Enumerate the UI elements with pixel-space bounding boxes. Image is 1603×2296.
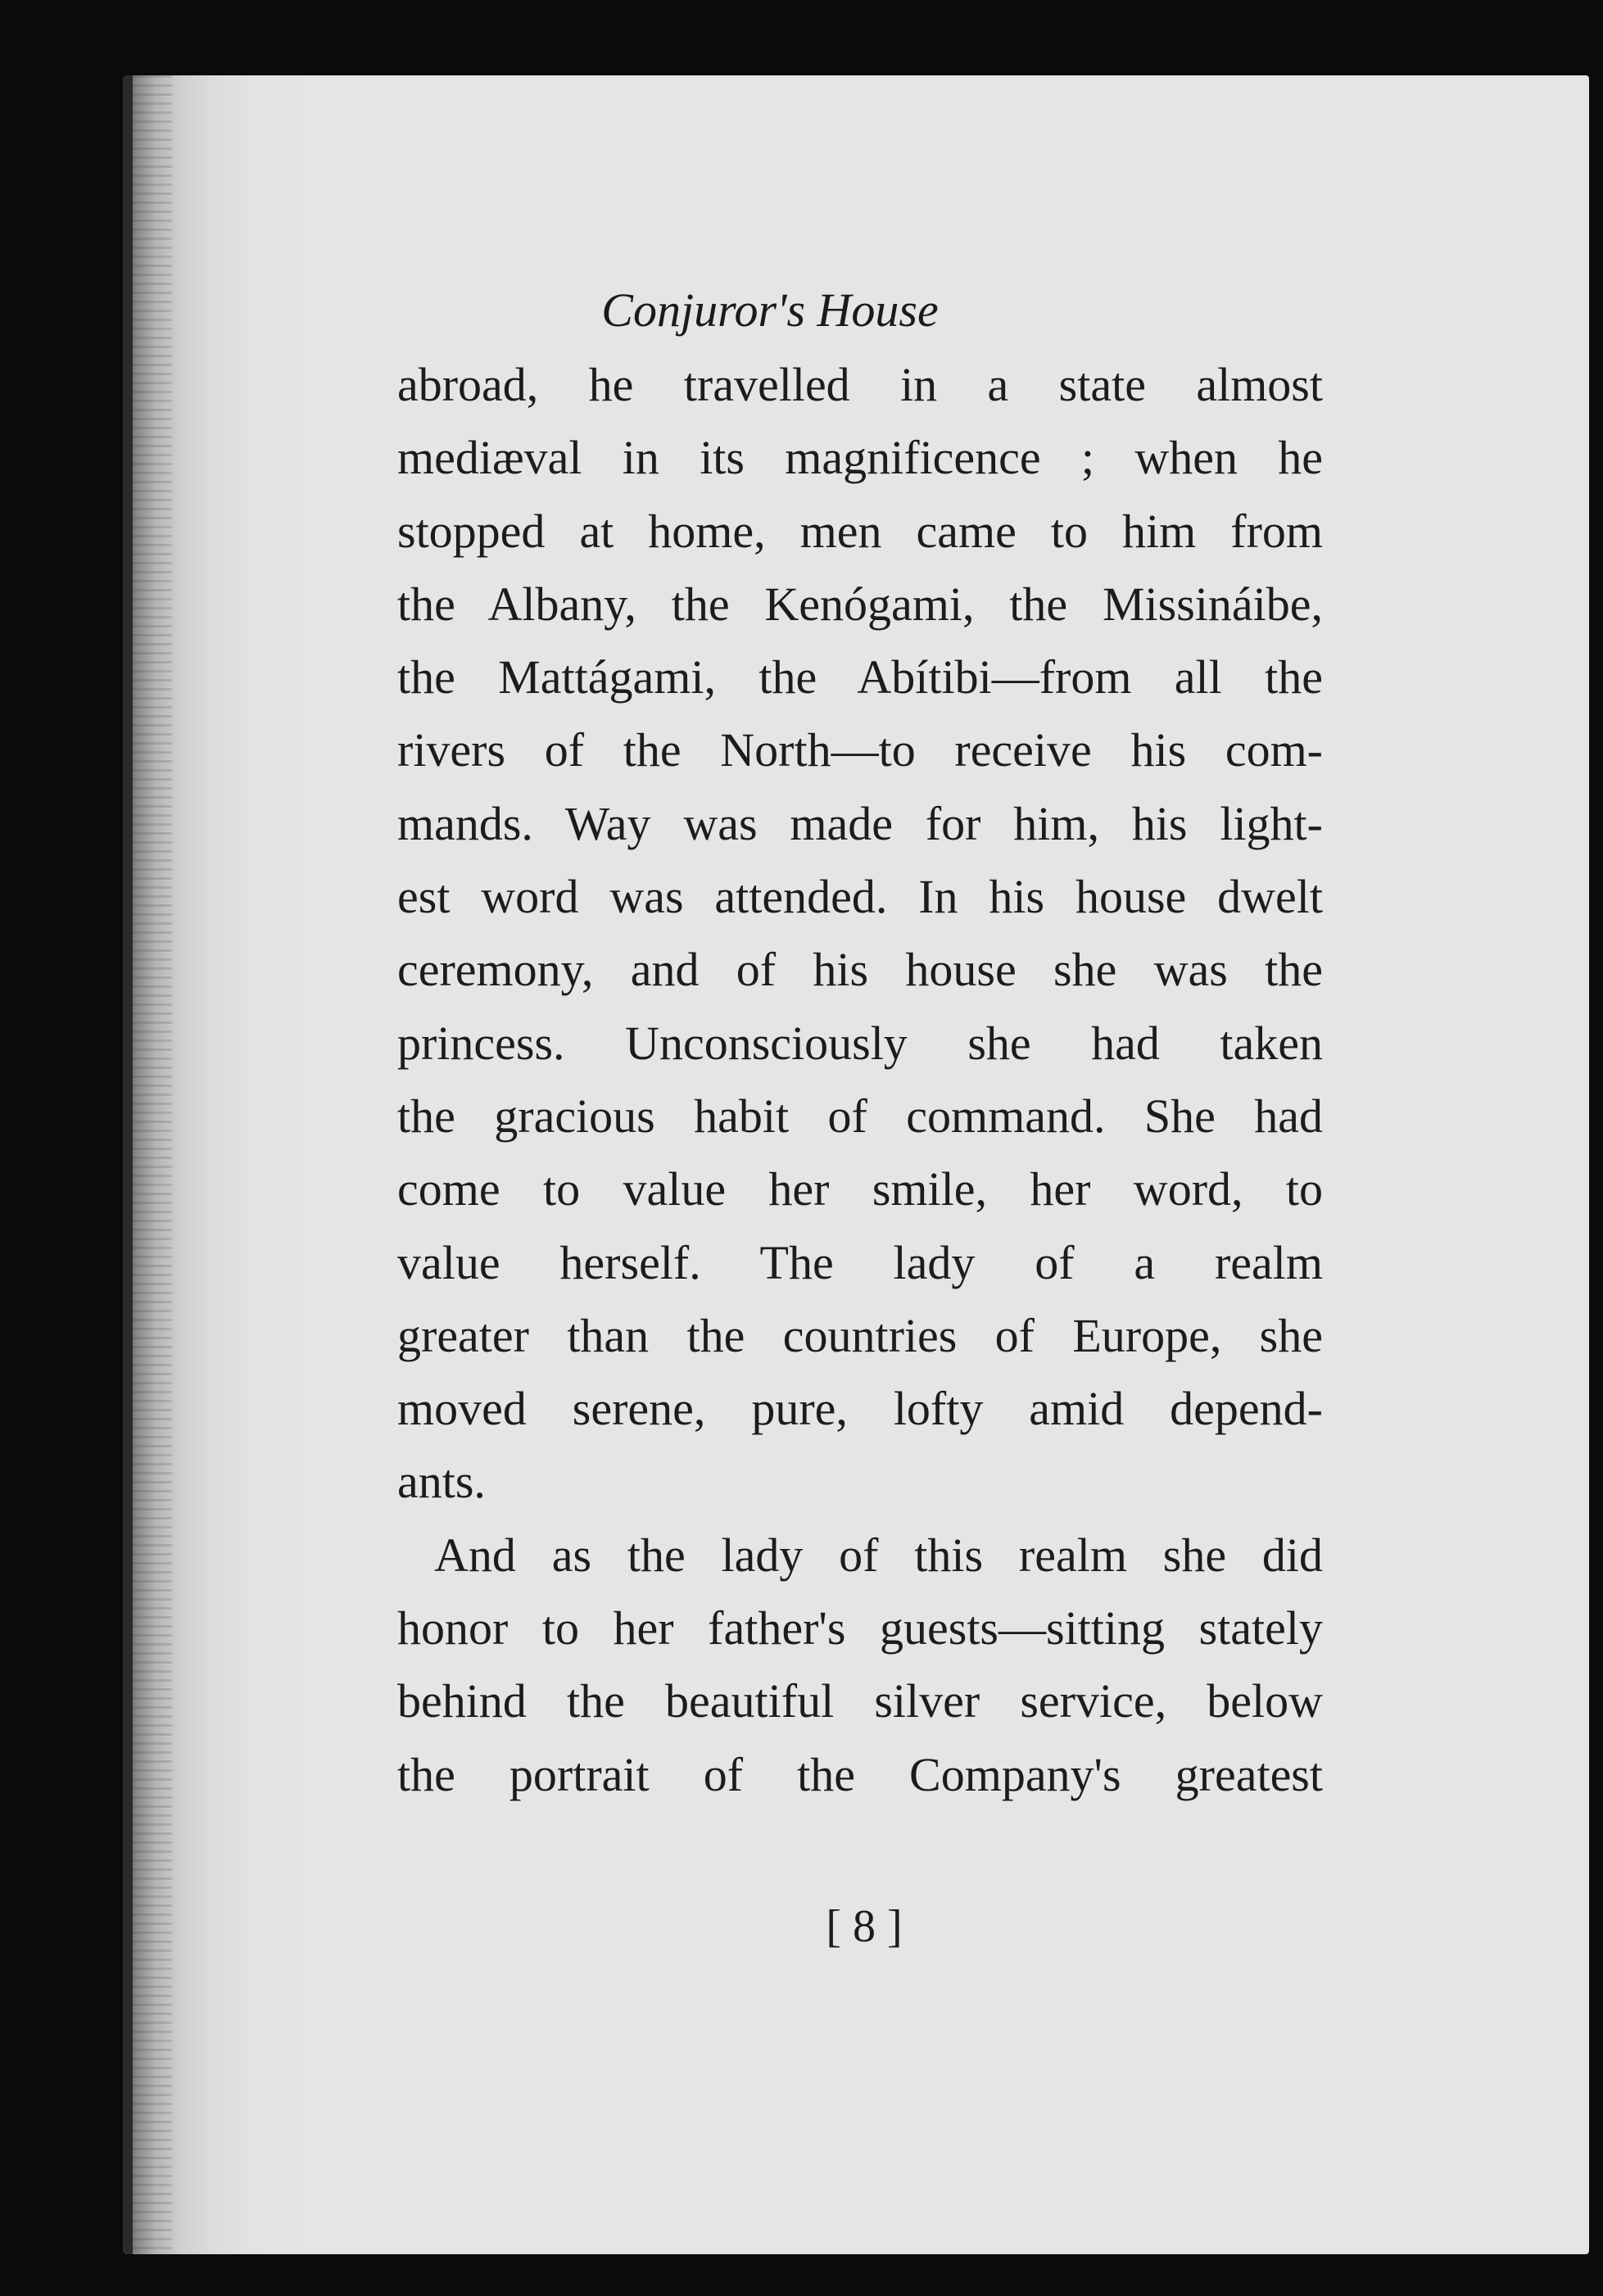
text-line: ants.	[397, 1455, 486, 1509]
body-text	[397, 348, 1323, 1811]
text-line: ceremony, and of his house she was the	[397, 943, 1323, 997]
text-line: value herself. The lady of a realm	[397, 1235, 1323, 1289]
text-line: est word was attended. In his house dwelt	[397, 870, 1323, 924]
text-line: honor to her father's guests—sitting stately	[397, 1601, 1323, 1655]
text-line: abroad, he travelled in a state almost	[397, 358, 1323, 411]
text-line: mediæval in its magnificence ; when he	[397, 431, 1323, 485]
text-line: behind the beautiful silver service, below	[397, 1674, 1323, 1728]
text-line: the Albany, the Kenógami, the Missináibe,	[397, 577, 1323, 631]
text-line: moved serene, pure, lofty amid depend-	[397, 1382, 1323, 1436]
text-line: princess. Unconsciously she had taken	[397, 1016, 1323, 1070]
text-line: come to value her smile, her word, to	[397, 1162, 1323, 1216]
page-number: [ 8 ]	[826, 1901, 903, 1952]
text-line: mands. Way was made for him, his light-	[397, 796, 1323, 850]
text-line: greater than the countries of Europe, she	[397, 1308, 1323, 1362]
text-line: the portrait of the Company's greatest	[397, 1747, 1323, 1801]
text-line: And as the lady of this realm she did	[434, 1528, 1323, 1582]
text-line: the gracious habit of command. She had	[397, 1089, 1323, 1143]
text-line: rivers of the North—to receive his com-	[397, 723, 1323, 777]
page-edge	[123, 75, 133, 2254]
text-line: the Mattágami, the Abítibi—from all the	[397, 650, 1323, 704]
running-head: Conjuror's House	[601, 283, 939, 337]
text-line: stopped at home, men came to him from	[397, 504, 1323, 558]
